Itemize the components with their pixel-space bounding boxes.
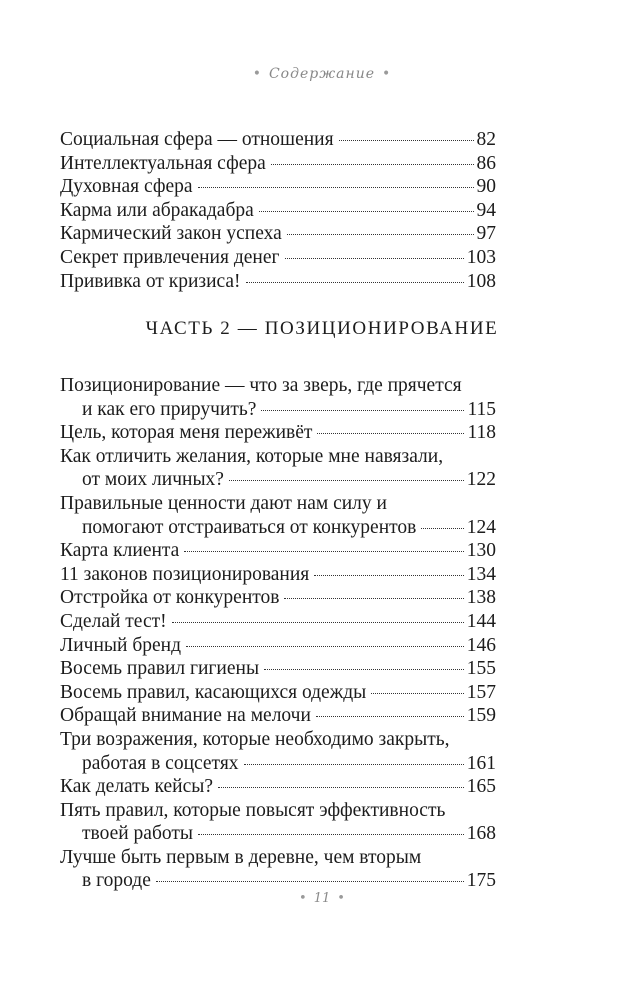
toc-entry-title: Духовная сфера [60, 176, 193, 198]
toc-entry-row [60, 775, 496, 799]
toc-entry-title: Обращай внимание на мелочи [60, 705, 311, 727]
toc-entry-title: Цель, которая меня переживёт [60, 422, 313, 444]
dot-leader [271, 164, 474, 165]
toc-entry-title: Карма или абракадабра [60, 199, 254, 221]
toc-entry [60, 374, 496, 421]
toc-entry-page-number: 122 [466, 469, 496, 491]
toc-entry [60, 775, 496, 799]
dot-leader [259, 211, 474, 212]
folio-bullet-left: • [299, 891, 307, 906]
toc-entry-title-line: Пять правил, которые повысят эффективность [60, 799, 446, 821]
toc-entry [60, 563, 496, 587]
toc-entry-title: помогают отстраиваться от конкурентов [82, 516, 417, 538]
toc-entry-row [60, 586, 496, 610]
toc-entry-row [60, 516, 496, 540]
toc-entry-title-line: Как отличить желания, которые мне навязали, [60, 445, 444, 467]
toc-entry-title-line: Три возражения, которые необходимо закрыть, [60, 728, 450, 750]
toc-entry-row [60, 752, 496, 776]
dot-leader [172, 622, 464, 623]
toc-section-1 [60, 128, 496, 293]
toc-entry-title: Кармический закон успеха [60, 223, 282, 245]
dot-leader [244, 764, 464, 765]
dot-leader [229, 480, 464, 481]
toc-entry-page-number: 146 [466, 634, 496, 656]
toc-entry-title: и как его приручить? [82, 398, 257, 420]
toc-entry-title-line: Позиционирование — что за зверь, где прячется [60, 375, 462, 396]
toc-entry-row [60, 128, 496, 152]
toc-entry-row [60, 634, 496, 658]
toc-entry [60, 421, 496, 445]
toc-entry [60, 657, 496, 681]
toc-entry-row [60, 175, 496, 199]
toc-entry-row [60, 563, 496, 587]
toc-entry [60, 152, 496, 176]
toc-entry-title-line: Правильные ценности дают нам силу и [60, 492, 387, 514]
toc-entry-title: Восемь правил, касающихся одежды [60, 681, 367, 703]
toc-entry-title: Прививка от кризиса! [60, 270, 241, 292]
toc-entry-row [60, 869, 496, 893]
dot-leader [198, 834, 464, 835]
dot-leader [317, 433, 464, 434]
toc-entry-page-number: 94 [476, 199, 496, 221]
page-number [0, 891, 644, 906]
toc-entry-page-number: 82 [476, 129, 496, 150]
folio-bullet-right: • [337, 891, 345, 906]
dot-leader [314, 575, 463, 576]
folio-number: 11 [313, 891, 331, 906]
toc-entry-page-number: 134 [466, 563, 496, 585]
dot-leader [371, 693, 464, 694]
toc-entry-row [60, 610, 496, 634]
dot-leader [339, 140, 474, 141]
toc-entry [60, 634, 496, 658]
toc-entry-title: от моих личных? [82, 469, 224, 491]
dot-leader [218, 787, 464, 788]
toc-entry-row [60, 822, 496, 846]
toc-entry-page-number: 124 [466, 516, 496, 538]
dot-leader [186, 646, 464, 647]
toc-entry [60, 846, 496, 893]
toc-entry-row [60, 468, 496, 492]
toc-entry-page-number: 161 [466, 752, 496, 774]
toc-entry [60, 610, 496, 634]
toc-entry [60, 270, 496, 294]
toc-entry-row [60, 199, 496, 223]
toc-entry-title: Личный бренд [60, 634, 181, 656]
dot-leader [284, 598, 463, 599]
toc-entry-title: твоей работы [82, 823, 193, 845]
toc-entry-row [60, 539, 496, 563]
toc-entry-title: Сделай тест! [60, 610, 167, 632]
toc-entry-row [60, 657, 496, 681]
toc-entry-title: работая в соцсетях [82, 752, 239, 774]
toc-entry-title: Карта клиента [60, 540, 180, 562]
dot-leader [421, 528, 463, 529]
toc-entry-page-number: 159 [466, 705, 496, 727]
dot-leader [198, 187, 474, 188]
toc-entry-row [60, 152, 496, 176]
toc-entry [60, 222, 496, 246]
toc-entry-title: Секрет привлечения денег [60, 246, 280, 268]
toc-entry-row [60, 222, 496, 246]
toc-entry [60, 175, 496, 199]
toc-entry-page-number: 165 [466, 776, 496, 798]
dot-leader [156, 881, 464, 882]
part-heading: ЧАСТЬ 2 — ПОЗИЦИОНИРОВАНИЕ [145, 318, 499, 339]
toc-entry [60, 586, 496, 610]
toc-entry [60, 799, 496, 846]
toc-entry [60, 445, 496, 492]
dot-leader [261, 410, 464, 411]
toc-entry-title: Отстройка от конкурентов [60, 587, 280, 609]
dot-leader [287, 234, 474, 235]
dot-leader [316, 716, 464, 717]
toc-entry-page-number: 130 [466, 540, 496, 562]
toc-entry [60, 492, 496, 539]
toc-entry-row [60, 398, 496, 422]
toc-entry-row [60, 704, 496, 728]
toc-entry-page-number: 90 [476, 176, 496, 198]
bullet-right: • [382, 66, 392, 82]
toc-entry-page-number: 157 [466, 681, 496, 703]
dot-leader [285, 258, 464, 259]
toc-entry [60, 728, 496, 775]
toc-entry-row [60, 246, 496, 270]
toc-entry-page-number: 144 [466, 610, 496, 632]
toc-entry-page-number: 86 [476, 152, 496, 174]
toc-entry-page-number: 97 [476, 223, 496, 245]
toc-entry-title: Восемь правил гигиены [60, 658, 260, 680]
dot-leader [246, 282, 464, 283]
dot-leader [264, 669, 464, 670]
toc-entry [60, 539, 496, 563]
toc-entry-page-number: 138 [466, 587, 496, 609]
toc-entry-page-number: 168 [466, 823, 496, 845]
toc-entry [60, 199, 496, 223]
toc-entry-page-number: 115 [467, 398, 496, 420]
toc-entry [60, 246, 496, 270]
toc-entry-title: Как делать кейсы? [60, 776, 213, 798]
toc-entry [60, 681, 496, 705]
toc-entry-title: Интеллектуальная сфера [60, 152, 266, 174]
running-head [0, 66, 644, 82]
bullet-left: • [252, 66, 262, 82]
toc-entry-page-number: 103 [466, 246, 496, 268]
toc-entry-row [60, 270, 496, 294]
dot-leader [184, 551, 463, 552]
toc-entry-page-number: 155 [466, 658, 496, 680]
toc-entry-row [60, 421, 496, 445]
toc-entry-title: в городе [82, 870, 151, 892]
toc-entry-page-number: 175 [466, 870, 496, 892]
toc-entry-title: 11 законов позиционирования [60, 563, 310, 585]
toc-entry-page-number: 108 [466, 270, 496, 292]
toc-entry-row [60, 681, 496, 705]
toc-section-2 [60, 374, 496, 893]
toc-entry-page-number: 118 [467, 422, 496, 444]
running-head-title: Содержание [268, 66, 376, 82]
toc-entry [60, 128, 496, 152]
toc-entry [60, 704, 496, 728]
toc-entry-title: Социальная сфера — отношения [60, 129, 334, 150]
toc-entry-title-line: Лучше быть первым в деревне, чем вторым [60, 846, 422, 868]
